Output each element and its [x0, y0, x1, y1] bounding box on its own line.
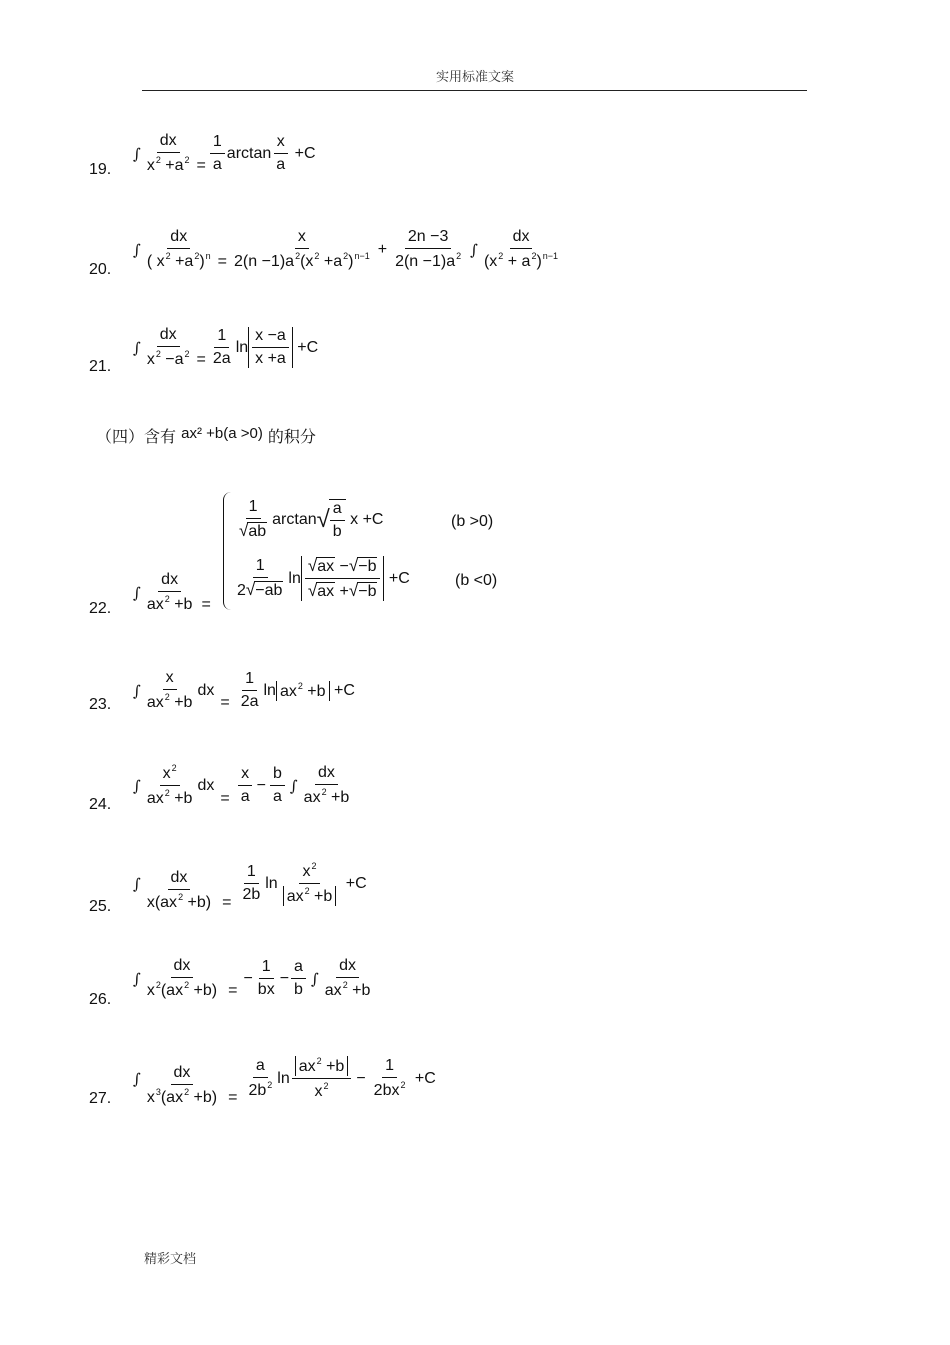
header-rule: [142, 90, 807, 91]
formula-21: ∫ $\frac{dx}{x^2 -a^2}$ = $\frac{1}{2a}$ ln $\frac{x -a}{x +a}$ +C: [133, 326, 319, 368]
page-footer: 精彩文档: [144, 1252, 197, 1267]
formula-number: 20.: [89, 261, 112, 278]
formula-number: 24.: [89, 796, 112, 813]
formula-26: ∫ $\frac{dx}{x^2(ax^2 +b)}$ = − $\frac{1}{bx}$ − $\frac{a}{b}$ ∫ dx $ax^2 +b$: [133, 957, 371, 999]
section-title: （四）含有 ax² +b(a >0) 的积分: [96, 425, 316, 446]
formula-22-case2: 1 2√−ab ln $\frac{√ax -√-b}{√ax +√-b}$ +C: [237, 556, 410, 600]
formula-22-case1: 1 √ab arctan √ $\frac{a}{b}$ x +C: [239, 498, 384, 540]
formula-19: ∫ $\frac{dx}{x^2 +a^2}$ = $\frac{1}{a}$ arctan x a +C: [133, 132, 316, 174]
formula-22-lhs: ∫ $\frac{dx}{ax^2 +b}$ =: [133, 571, 211, 613]
formula-number: 22.: [89, 600, 112, 617]
formula-24: ∫ $x^2$ $ax^2 +b$ dx = $\frac{x}{a}$ − $\frac{b}{a}$ ∫ dx $ax^2 +b$: [133, 763, 350, 807]
case-condition: (b >0): [451, 513, 494, 530]
formula-25: ∫ $\frac{dx}{x(ax^2 +b)}$ = $\frac{1}{2b}$ ln $x^2$ $ax^2 +b$ +C: [133, 861, 367, 911]
formula-23: ∫ x $ax^2 +b$ dx = $\frac{1}{2a}$ ln $ax^2 +b$ +C: [133, 669, 355, 711]
page-header: 实用标准文案: [435, 70, 514, 85]
formula-number: 23.: [89, 696, 112, 713]
case-condition: (b <0): [455, 572, 498, 589]
formula-number: 27.: [89, 1090, 112, 1107]
formula-number: 19.: [89, 161, 112, 178]
formula-27: ∫ $\frac{dx}{x^3(ax^2 +b)}$ = $\frac{a}{2b^2}$ ln $ax^2 +b$ $x^2$ − $\frac{1}{2bx^2}$ +C: [133, 1056, 436, 1106]
formula-number: 26.: [89, 991, 112, 1008]
formula-number: 25.: [89, 898, 112, 915]
formula-number: 21.: [89, 358, 112, 375]
formula-20: ∫ $\frac{dx}{( x^2 +a^2)^n}$ = $\frac{x}{2(n -1)a^2(x^2 +a^2)^{n-1}}$ + $\frac{2n -3}{2(n -1)a^2}$ ∫ dx $(x^2 + a^2)^{n-1}$: [133, 228, 559, 270]
